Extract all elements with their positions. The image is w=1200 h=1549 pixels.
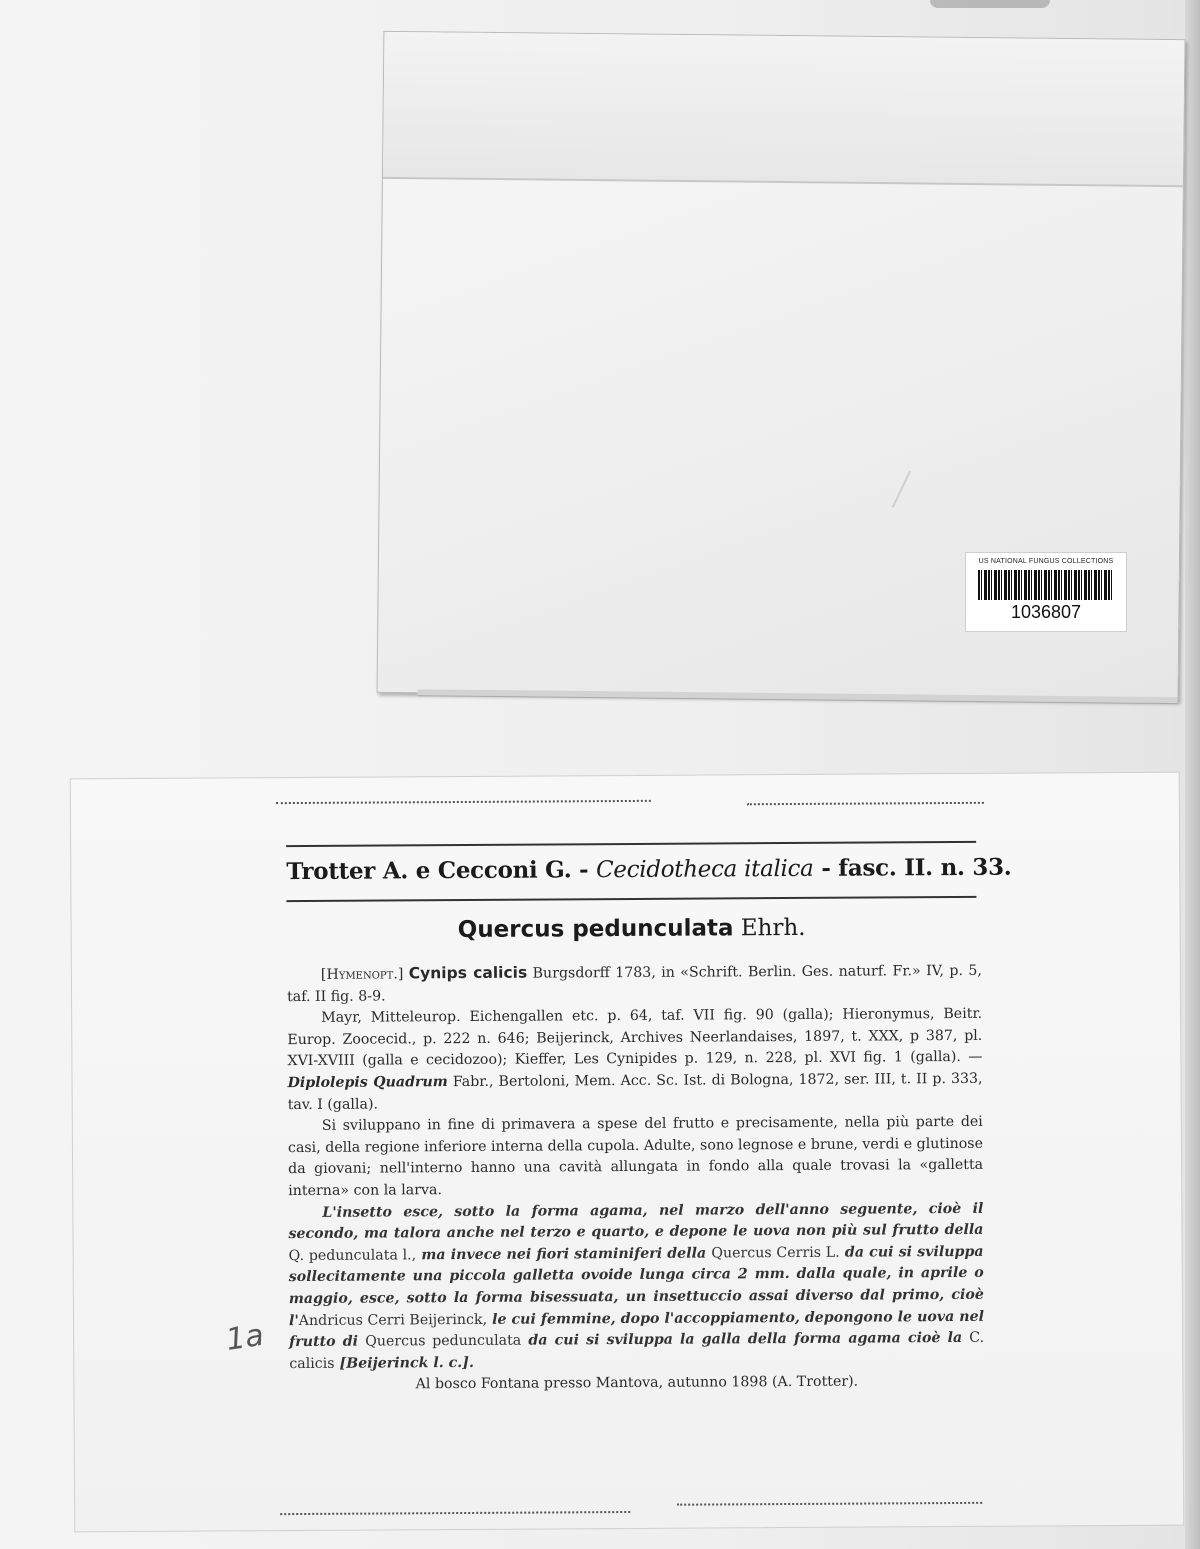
- paragraph-description: Si sviluppano in fine di primavera a spese del frutto e precisamente, nella più parte dei casi, della regione inferiore interna della cupola. Adulte, sono legnose e brune, verdi e glutinose da giovani; nell'interno hanno una cavità allungata in fondo alla quale trovasi la «galletta interna» con la larva.: [287, 1113, 984, 1200]
- sheet-edge-shadow: [1185, 0, 1200, 1549]
- synonym: Diplolepis Quadrum: [287, 1074, 448, 1092]
- species-citation: Burgsdorff 1783, in «Schrift. Berlin. Ges. naturf. Fr.» IV, p. 5, taf. II fig. 8-9.: [286, 962, 982, 1005]
- dotted-rule-left: [276, 800, 651, 804]
- references-a: Mayr, Mitteleurop. Eichengallen etc. p. 64, taf. VII fig. 90 (galla); Hieronymus, Beitr. Europ. Zoocecid., p. 222 n. 646; Beijerinck, Archives Neerlandaises, 1897, t. XXX, p 387, pl. XVI-XVIII (galla e cecidozoo); Kieffer, Les Cynipides p. 129, n. 228, pl. XVI fig. 1 (galla). —: [287, 1006, 983, 1070]
- references-b: Fabr., Bertoloni, Mem. Acc. Sc. Ist. di Bologna, 1872, ser. III, t. II p. 333, tav. I (galla).: [287, 1070, 983, 1113]
- header-fascicle: - fasc. II. n. 33.: [821, 853, 1012, 882]
- cycle-d: le cui femmine, dopo l'accoppiamento, depongono le uova nel frutto di: [289, 1308, 985, 1351]
- barcode-number: 1036807: [1010, 602, 1082, 622]
- cycle-e: da cui si sviluppa la galla della forma agama cioè la: [528, 1330, 963, 1349]
- locality-line: Al bosco Fontana presso Mantova, autunno 1898 (A. Trotter).: [415, 1373, 859, 1393]
- packet-flap: [383, 32, 1184, 187]
- cycle-b: ma invece nei fiori staminiferi della: [421, 1245, 707, 1263]
- dotted-rule-bottom-right: [677, 1502, 982, 1506]
- cycle-host-1: Q. pedunculata l.,: [288, 1247, 417, 1264]
- paragraph-references: [287, 1004, 983, 1116]
- dotted-rule-bottom-left: [280, 1511, 630, 1515]
- packet-crease: [892, 471, 924, 514]
- handwritten-annotation: 1a: [223, 1317, 266, 1358]
- cycle-c: da cui si sviluppa sollecitamente una piccola galletta ovoide lunga circa 2 mm. dalla quale, in aprile o maggio, esce, sotto la forma bisessuata, un insettuccio assai diverso dal primo, cioè l': [288, 1243, 984, 1329]
- host-name: Quercus pedunculata: [457, 915, 734, 944]
- header-series: Cecidotheca italica: [595, 855, 814, 884]
- paragraph-taxon: [287, 960, 982, 1008]
- dotted-rule-right: [747, 802, 984, 805]
- exsiccata-label: [70, 772, 1185, 1533]
- header-rule-bottom: [286, 896, 976, 902]
- top-shadow: [930, 0, 1050, 8]
- order-tag: [Hymenopt.]: [320, 966, 404, 983]
- cycle-species: Andricus Cerri Beijerinck,: [298, 1311, 488, 1329]
- cycle-a: L'insetto esce, sotto la forma agama, nel marzo dell'anno seguente, cioè il secondo, ma talora anche nel terzo e quarto, e depone le uova non più sul frutto della: [288, 1200, 984, 1243]
- cycle-host-2: Quercus Cerris L.: [711, 1244, 840, 1262]
- host-author: Ehrh.: [740, 914, 806, 942]
- paragraph-life-cycle: [288, 1198, 984, 1375]
- barcode-institution: US NATIONAL FUNGUS COLLECTIONS: [978, 558, 1114, 565]
- cycle-species-2: C. calicis: [289, 1329, 985, 1372]
- cycle-f: [Beijerinck l. c.].: [339, 1354, 474, 1372]
- barcode-icon: [978, 570, 1114, 600]
- header-rule-top: [286, 841, 976, 847]
- gall-species: Cynips calicis: [408, 963, 528, 983]
- barcode-label: [965, 552, 1127, 632]
- host-plant: [287, 914, 977, 944]
- cycle-host-3: Quercus pedunculata: [365, 1332, 522, 1350]
- label-header: [286, 853, 1012, 886]
- header-authors: Trotter A. e Cecconi G. -: [286, 856, 589, 886]
- label-body: [287, 960, 985, 1397]
